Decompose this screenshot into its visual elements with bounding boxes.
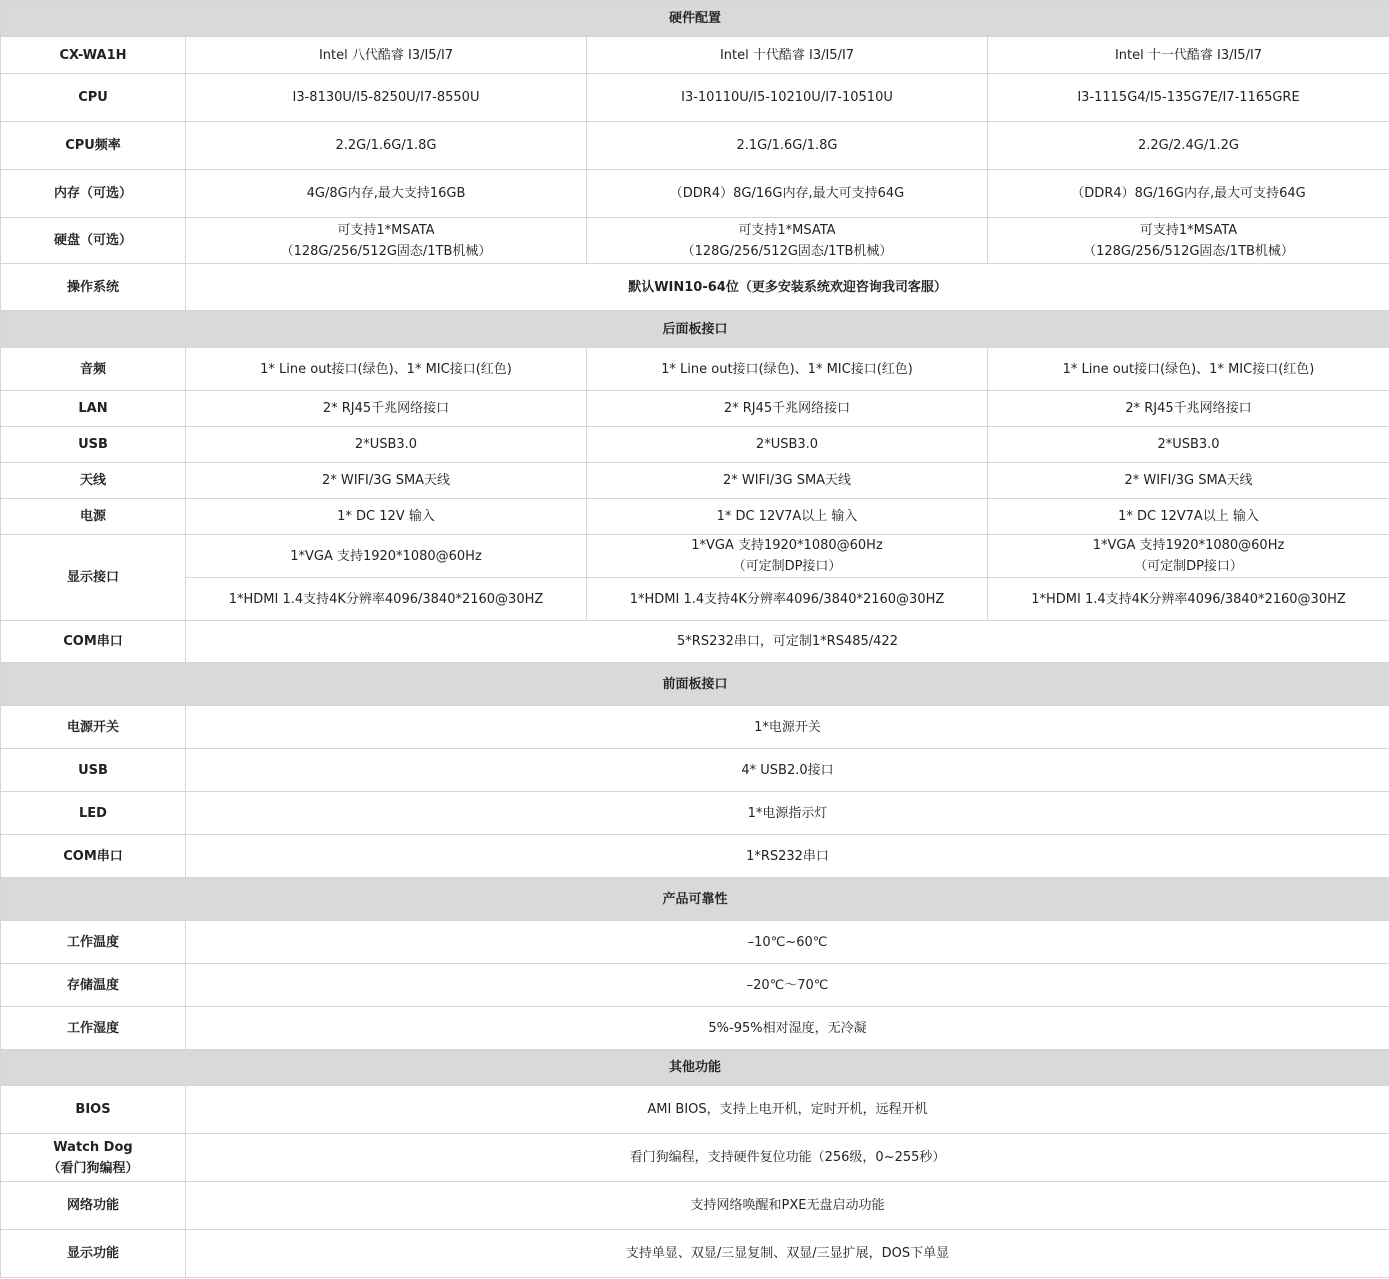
cell-usb-gen11: 2*USB3.0	[988, 427, 1389, 463]
table-row	[1, 1007, 1389, 1050]
cell-hdmi-gen10: 1*HDMI 1.4支持4K分辨率4096/3840*2160@30HZ	[587, 578, 988, 621]
cell-disk-gen10	[587, 218, 988, 264]
row-label-cpu: CPU	[1, 74, 186, 122]
table-row	[1, 749, 1389, 792]
table-row	[1, 463, 1389, 499]
row-label-com-rear: COM串口	[1, 621, 186, 663]
cell-lan-gen11: 2* RJ45千兆网络接口	[988, 391, 1389, 427]
cell-hdmi-gen8: 1*HDMI 1.4支持4K分辨率4096/3840*2160@30HZ	[186, 578, 587, 621]
cell-lan-gen10: 2* RJ45千兆网络接口	[587, 391, 988, 427]
table-row	[1, 499, 1389, 535]
disk-line-1: 可支持1*MSATA	[337, 222, 435, 238]
cell-disk-gen11	[988, 218, 1389, 264]
cell-usb-gen8: 2*USB3.0	[186, 427, 587, 463]
cell-led: 1*电源指示灯	[186, 792, 1389, 835]
cell-com-front: 1*RS232串口	[186, 835, 1389, 878]
row-label-usb-rear: USB	[1, 427, 186, 463]
table-row	[1, 1134, 1389, 1182]
table-row	[1, 1230, 1389, 1278]
cell-cpu-gen11: I3-1115G4/I5-135G7E/I7-1165GRE	[988, 74, 1389, 122]
row-label-power-switch: 电源开关	[1, 706, 186, 749]
row-label-display: 显示接口	[1, 535, 186, 621]
cell-model-gen11: Intel 十一代酷睿 I3/I5/I7	[988, 37, 1389, 74]
row-label-os: 操作系统	[1, 264, 186, 311]
cell-power-gen10: 1* DC 12V7A以上 输入	[587, 499, 988, 535]
table-row	[1, 74, 1389, 122]
row-label-antenna: 天线	[1, 463, 186, 499]
row-label-humidity: 工作湿度	[1, 1007, 186, 1050]
row-label-bios: BIOS	[1, 1086, 186, 1134]
table-row	[1, 835, 1389, 878]
section-header-front: 前面板接口	[1, 663, 1389, 706]
section-row-other	[1, 1050, 1389, 1086]
cell-hdmi-gen11: 1*HDMI 1.4支持4K分辨率4096/3840*2160@30HZ	[988, 578, 1389, 621]
section-header-hardware: 硬件配置	[1, 1, 1389, 37]
cell-audio-gen11: 1* Line out接口(绿色)、1* MIC接口(红色)	[988, 348, 1389, 391]
table-row	[1, 218, 1389, 264]
cell-vga-gen8: 1*VGA 支持1920*1080@60Hz	[186, 535, 587, 578]
cell-watchdog: 看门狗编程，支持硬件复位功能（256级，0~255秒）	[186, 1134, 1389, 1182]
disk-line-1: 可支持1*MSATA	[738, 222, 836, 238]
cell-model-gen10: Intel 十代酷睿 I3/I5/I7	[587, 37, 988, 74]
cell-display-func: 支持单显、双显/三显复制、双显/三显扩展，DOS下单显	[186, 1230, 1389, 1278]
vga-line-2: （可定制DP接口）	[1134, 559, 1243, 574]
table-row	[1, 122, 1389, 170]
cell-cpu-gen10: I3-10110U/I5-10210U/I7-10510U	[587, 74, 988, 122]
row-label-audio: 音频	[1, 348, 186, 391]
cell-os: 默认WIN10-64位（更多安装系统欢迎咨询我司客服）	[186, 264, 1389, 311]
table-row	[1, 535, 1389, 578]
table-row	[1, 391, 1389, 427]
table-row	[1, 792, 1389, 835]
cell-antenna-gen11: 2* WIFI/3G SMA天线	[988, 463, 1389, 499]
table-row	[1, 578, 1389, 621]
table-row	[1, 1182, 1389, 1230]
cell-power-switch: 1*电源开关	[186, 706, 1389, 749]
disk-line-1: 可支持1*MSATA	[1139, 222, 1238, 238]
row-label-store-temp: 存储温度	[1, 964, 186, 1007]
row-label-usb-front: USB	[1, 749, 186, 792]
table-row	[1, 264, 1389, 311]
section-header-rear: 后面板接口	[1, 311, 1389, 348]
row-label-lan: LAN	[1, 391, 186, 427]
section-row-hardware	[1, 1, 1389, 37]
table-row	[1, 621, 1389, 663]
row-label-disk: 硬盘（可选）	[1, 218, 186, 264]
cell-power-gen8: 1* DC 12V 输入	[186, 499, 587, 535]
section-row-front	[1, 663, 1389, 706]
table-row	[1, 921, 1389, 964]
cell-model-gen8: Intel 八代酷睿 I3/I5/I7	[186, 37, 587, 74]
row-label-model: CX-WA1H	[1, 37, 186, 74]
table-row	[1, 706, 1389, 749]
row-label-watchdog	[1, 1134, 186, 1182]
table-row	[1, 348, 1389, 391]
cell-memory-gen8: 4G/8G内存,最大支持16GB	[186, 170, 587, 218]
row-label-network: 网络功能	[1, 1182, 186, 1230]
table-row	[1, 170, 1389, 218]
section-row-reliability	[1, 878, 1389, 921]
table-row	[1, 427, 1389, 463]
table-row	[1, 37, 1389, 74]
cell-humidity: 5%-95%相对湿度，无冷凝	[186, 1007, 1389, 1050]
cell-cpu-gen8: I3-8130U/I5-8250U/I7-8550U	[186, 74, 587, 122]
watchdog-label-line-2: （看门狗编程）	[47, 1160, 139, 1176]
cell-lan-gen8: 2* RJ45千兆网络接口	[186, 391, 587, 427]
cell-bios: AMI BIOS，支持上电开机，定时开机，远程开机	[186, 1086, 1389, 1134]
row-label-power: 电源	[1, 499, 186, 535]
watchdog-label-line-1: Watch Dog	[53, 1139, 133, 1155]
row-label-com-front: COM串口	[1, 835, 186, 878]
cell-vga-gen10	[587, 535, 988, 578]
cell-vga-gen11	[988, 535, 1389, 578]
vga-line-2: （可定制DP接口）	[732, 559, 842, 574]
cell-store-temp: –20℃～70℃	[186, 964, 1389, 1007]
cell-disk-gen8	[186, 218, 587, 264]
row-label-led: LED	[1, 792, 186, 835]
cell-antenna-gen8: 2* WIFI/3G SMA天线	[186, 463, 587, 499]
cell-work-temp: –10℃~60℃	[186, 921, 1389, 964]
row-label-display-func: 显示功能	[1, 1230, 186, 1278]
row-label-cpu-freq: CPU频率	[1, 122, 186, 170]
cell-memory-gen11: （DDR4）8G/16G内存,最大可支持64G	[988, 170, 1389, 218]
disk-line-2: （128G/256/512G固态/1TB机械）	[1083, 243, 1294, 259]
vga-line-1: 1*VGA 支持1920*1080@60Hz	[1092, 538, 1285, 553]
cell-usb-front: 4* USB2.0接口	[186, 749, 1389, 792]
cell-com-rear: 5*RS232串口，可定制1*RS485/422	[186, 621, 1389, 663]
cell-usb-gen10: 2*USB3.0	[587, 427, 988, 463]
cell-power-gen11: 1* DC 12V7A以上 输入	[988, 499, 1389, 535]
cell-memory-gen10: （DDR4）8G/16G内存,最大可支持64G	[587, 170, 988, 218]
row-label-memory: 内存（可选）	[1, 170, 186, 218]
row-label-work-temp: 工作温度	[1, 921, 186, 964]
disk-line-2: （128G/256/512G固态/1TB机械）	[280, 243, 492, 259]
table-row	[1, 1086, 1389, 1134]
cell-audio-gen8: 1* Line out接口(绿色)、1* MIC接口(红色)	[186, 348, 587, 391]
table-row	[1, 964, 1389, 1007]
cell-freq-gen11: 2.2G/2.4G/1.2G	[988, 122, 1389, 170]
cell-audio-gen10: 1* Line out接口(绿色)、1* MIC接口(红色)	[587, 348, 988, 391]
cell-antenna-gen10: 2* WIFI/3G SMA天线	[587, 463, 988, 499]
vga-line-1: 1*VGA 支持1920*1080@60Hz	[691, 538, 883, 553]
disk-line-2: （128G/256/512G固态/1TB机械）	[681, 243, 893, 259]
section-header-other: 其他功能	[1, 1050, 1389, 1086]
section-header-reliability: 产品可靠性	[1, 878, 1389, 921]
cell-freq-gen8: 2.2G/1.6G/1.8G	[186, 122, 587, 170]
cell-freq-gen10: 2.1G/1.6G/1.8G	[587, 122, 988, 170]
cell-network: 支持网络唤醒和PXE无盘启动功能	[186, 1182, 1389, 1230]
section-row-rear	[1, 311, 1389, 348]
